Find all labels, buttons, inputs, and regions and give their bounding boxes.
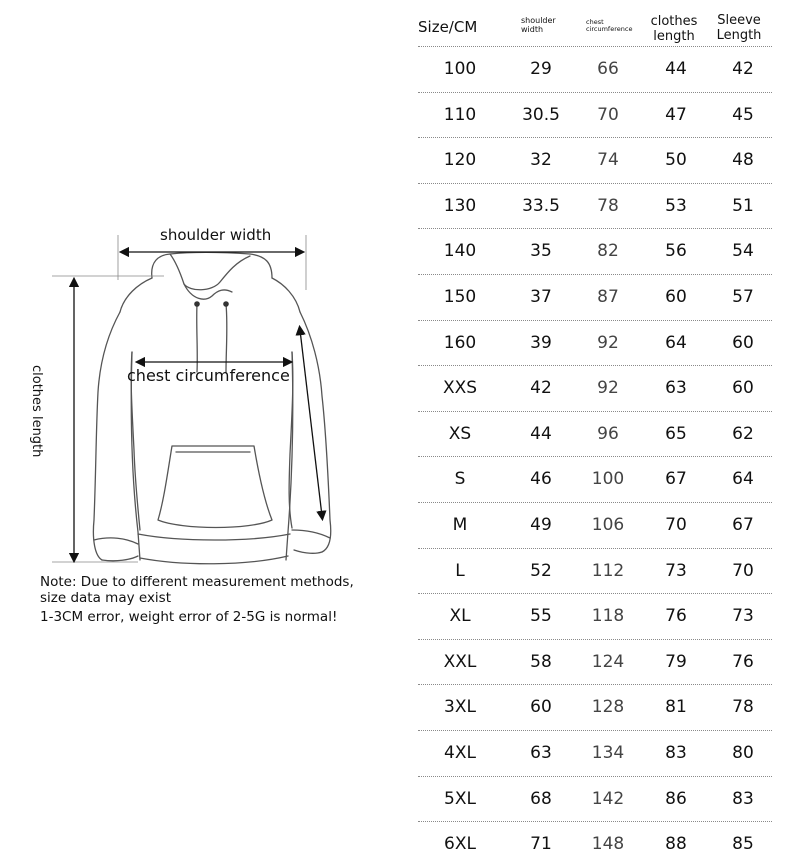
table-row [418, 138, 772, 184]
table-cell: 64 [665, 332, 687, 353]
table-row [418, 184, 772, 230]
table-cell: 48 [732, 150, 754, 171]
table-cell: 66 [597, 59, 619, 79]
table-row [418, 685, 772, 731]
table-cell: 70 [732, 560, 754, 581]
table-row [418, 412, 772, 458]
table-cell: 73 [665, 560, 687, 581]
table-cell: 110 [443, 104, 477, 125]
table-cell: 51 [732, 195, 754, 216]
table-cell: 148 [591, 834, 625, 855]
note-line-1: Note: Due to different measurement methods, [40, 574, 354, 590]
table-row [418, 46, 772, 93]
table-cell: 130 [443, 195, 477, 216]
table-cell: 140 [443, 241, 477, 262]
header-chest-circumference: chest circumference [586, 18, 633, 33]
table-cell: 60 [665, 286, 687, 307]
table-row [418, 549, 772, 595]
table-cell: 118 [591, 606, 625, 627]
table-cell: 128 [591, 697, 625, 718]
table-cell: 49 [530, 514, 552, 535]
header-size: Size/CM [418, 18, 478, 36]
table-cell: 83 [665, 742, 687, 763]
table-cell: XXL [443, 651, 477, 672]
hoodie-outline-icon [0, 0, 410, 640]
table-cell: 82 [597, 241, 619, 262]
table-cell: 67 [732, 514, 754, 535]
table-cell: 57 [732, 286, 754, 307]
table-cell: 88 [665, 834, 687, 855]
table-cell: 142 [591, 788, 625, 809]
table-row [418, 93, 772, 139]
table-cell: 160 [443, 332, 477, 353]
table-row [418, 366, 772, 412]
table-cell: 29 [530, 59, 552, 79]
table-cell: 64 [732, 469, 754, 490]
table-cell: 45 [732, 104, 754, 125]
table-cell: 46 [530, 469, 552, 490]
table-cell: 79 [665, 651, 687, 672]
table-cell: 32 [530, 150, 552, 171]
table-cell: 71 [530, 834, 552, 855]
table-cell: 62 [732, 423, 754, 444]
table-cell: 56 [665, 241, 687, 262]
header-shoulder-width: shoulder width [521, 16, 556, 34]
table-cell: 76 [665, 606, 687, 627]
table-row [418, 503, 772, 549]
table-cell: 39 [530, 332, 552, 353]
table-row [418, 457, 772, 503]
note-line-2: size data may exist [40, 590, 172, 606]
table-cell: 120 [443, 150, 477, 171]
table-cell: 134 [591, 742, 625, 763]
table-cell: 60 [530, 697, 552, 718]
table-row [418, 321, 772, 367]
table-cell: 63 [530, 742, 552, 763]
table-cell: 4XL [444, 742, 476, 763]
table-cell: 76 [732, 651, 754, 672]
table-cell: 78 [732, 697, 754, 718]
table-cell: 60 [732, 378, 754, 399]
table-cell: 70 [665, 514, 687, 535]
table-cell: 100 [443, 59, 477, 79]
table-body [418, 46, 772, 867]
table-cell: 63 [665, 378, 687, 399]
table-cell: 92 [597, 332, 619, 353]
table-cell: 65 [665, 423, 687, 444]
note-line-3: 1-3CM error, weight error of 2-5G is normal! [40, 609, 338, 625]
table-cell: 54 [732, 241, 754, 262]
table-cell: 35 [530, 241, 552, 262]
table-row [418, 777, 772, 823]
shoulder-width-label: shoulder width [160, 226, 272, 244]
chest-circumference-label: chest circumference [127, 366, 290, 385]
hoodie-diagram [0, 0, 410, 640]
table-cell: 44 [530, 423, 552, 444]
table-cell: 81 [665, 697, 687, 718]
table-cell: 53 [665, 195, 687, 216]
table-cell: 58 [530, 651, 552, 672]
table-cell: 96 [597, 423, 619, 444]
table-cell: 78 [597, 195, 619, 216]
table-row [418, 731, 772, 777]
size-chart-table [418, 10, 772, 867]
table-cell: 80 [732, 742, 754, 763]
table-cell: 70 [597, 104, 619, 125]
table-cell: 55 [530, 606, 552, 627]
table-cell: 150 [443, 286, 477, 307]
table-cell: 33.5 [522, 195, 560, 216]
table-cell: XL [449, 606, 471, 627]
table-cell: 6XL [444, 834, 476, 855]
table-cell: XS [448, 423, 472, 444]
table-cell: 112 [591, 560, 625, 581]
table-cell: 86 [665, 788, 687, 809]
table-row [418, 640, 772, 686]
table-cell: 74 [597, 150, 619, 171]
table-cell: 124 [591, 651, 625, 672]
table-header [418, 10, 772, 46]
header-clothes-length: clothes length [650, 14, 698, 44]
table-cell: 73 [732, 606, 754, 627]
table-cell: 50 [665, 150, 687, 171]
table-row [418, 822, 772, 867]
table-cell: 30.5 [522, 104, 560, 125]
table-cell: XXS [442, 378, 478, 399]
table-cell: 60 [732, 332, 754, 353]
table-cell: 100 [591, 469, 625, 490]
table-cell: L [455, 560, 465, 581]
clothes-length-label: clothes length [29, 365, 44, 458]
table-cell: 42 [732, 59, 754, 79]
header-sleeve-length: Sleeve Length [716, 13, 762, 43]
table-cell: 87 [597, 286, 619, 307]
table-cell: 92 [597, 378, 619, 399]
table-cell: 83 [732, 788, 754, 809]
table-row [418, 229, 772, 275]
table-cell: 5XL [444, 788, 476, 809]
table-cell: 42 [530, 378, 552, 399]
table-cell: 47 [665, 104, 687, 125]
table-cell: 37 [530, 286, 552, 307]
table-cell: 3XL [444, 697, 476, 718]
table-cell: 44 [665, 59, 687, 79]
table-row [418, 594, 772, 640]
table-cell: 67 [665, 469, 687, 490]
table-cell: 68 [530, 788, 552, 809]
measurement-note [40, 574, 354, 625]
table-cell: 52 [530, 560, 552, 581]
table-cell: S [454, 469, 466, 490]
table-row [418, 275, 772, 321]
table-cell: 85 [732, 834, 754, 855]
table-cell: M [452, 514, 468, 535]
table-cell: 106 [591, 514, 625, 535]
